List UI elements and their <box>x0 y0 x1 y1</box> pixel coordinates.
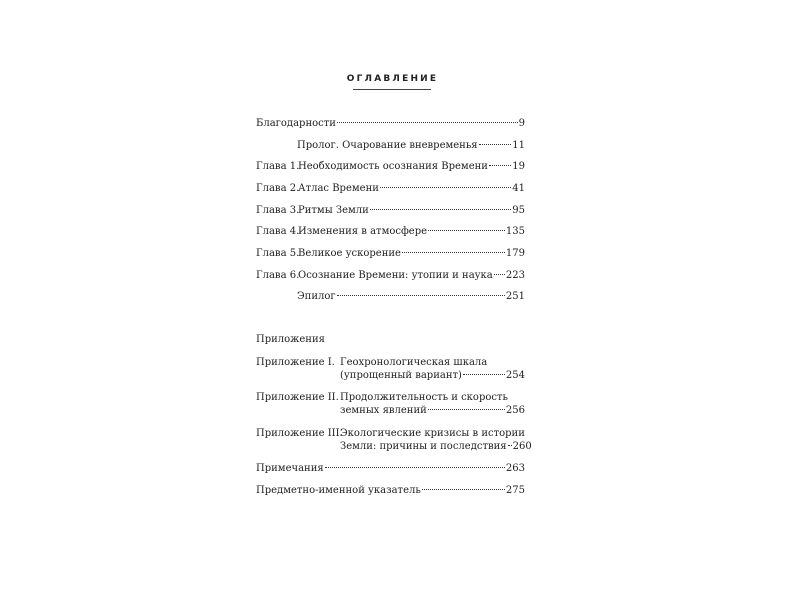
entry-page: 9 <box>518 118 525 129</box>
toc-entry-prologue[interactable] <box>256 139 525 152</box>
chapter-label: Глава 4. <box>256 226 300 237</box>
chapter-label: Глава 1. <box>256 161 300 172</box>
entry-title-line1: Геохронологическая шкала <box>340 357 488 368</box>
leader-dots <box>428 409 505 410</box>
entry-page: 95 <box>512 205 525 216</box>
toc-entry-chapter-5[interactable] <box>256 247 525 260</box>
title-underline <box>353 89 431 90</box>
appendix-label: Приложение I. <box>256 357 335 368</box>
entry-title: Благодарности <box>256 118 336 129</box>
entry-page: 275 <box>505 485 525 496</box>
entry-title-line1: Экологические кризисы в истории <box>340 428 525 439</box>
entry-title-line2: (упрощенный вариант) <box>340 370 462 381</box>
leader-dots <box>325 467 505 468</box>
leader-dots <box>402 252 505 253</box>
leader-dots <box>494 274 505 275</box>
entry-page: 251 <box>505 291 525 302</box>
appendix-label: Приложение III. <box>256 428 343 439</box>
entry-page: 41 <box>512 183 525 194</box>
entry-title: Ритмы Земли <box>298 205 369 216</box>
toc-entry-appendix-2[interactable] <box>256 391 525 417</box>
entry-page: 256 <box>505 405 525 416</box>
entry-page: 135 <box>505 226 525 237</box>
entry-title: Великое ускорение <box>298 248 401 259</box>
entry-page: 263 <box>505 463 525 474</box>
toc-entry-chapter-2[interactable] <box>256 182 525 195</box>
appendix-label: Приложение II. <box>256 392 339 403</box>
entry-page: 223 <box>505 270 525 281</box>
toc-title: ОГЛАВЛЕНИЕ <box>346 74 439 84</box>
chapter-label: Глава 6. <box>256 270 300 281</box>
leader-dots <box>337 122 518 123</box>
leader-dots <box>370 209 511 210</box>
entry-title: Примечания <box>256 463 324 474</box>
entry-title: Осознание Времени: утопии и наука <box>298 270 493 281</box>
leader-dots <box>337 295 505 296</box>
entry-title: Предметно-именной указатель <box>256 485 421 496</box>
toc-entry-appendix-3[interactable] <box>256 427 532 453</box>
toc-entry-acknowledgements[interactable] <box>256 117 525 130</box>
entry-page: 254 <box>505 370 525 381</box>
toc-entry-notes[interactable] <box>256 462 525 475</box>
entry-title-line1: Продолжительность и скорость <box>340 392 508 403</box>
entry-title-line2: земных явлений <box>340 405 427 416</box>
entry-title: Эпилог <box>297 291 336 302</box>
leader-dots <box>463 374 505 375</box>
chapter-label: Глава 2. <box>256 183 300 194</box>
toc-entry-epilogue[interactable] <box>256 290 525 303</box>
toc-entry-chapter-1[interactable] <box>256 160 525 173</box>
toc-entry-chapter-3[interactable] <box>256 204 525 217</box>
leader-dots <box>489 165 511 166</box>
appendix-heading: Приложения <box>256 334 325 345</box>
leader-dots <box>428 230 505 231</box>
entry-page: 19 <box>512 161 525 172</box>
leader-dots <box>380 187 511 188</box>
toc-entry-chapter-6[interactable] <box>256 269 525 282</box>
chapter-label: Глава 3. <box>256 205 300 216</box>
entry-title: Изменения в атмосфере <box>298 226 428 237</box>
toc-entry-appendix-1[interactable] <box>256 356 525 382</box>
entry-title: Пролог. Очарование вневременья <box>297 140 478 151</box>
entry-title: Необходимость осознания Времени <box>298 161 488 172</box>
entry-page: 260 <box>512 441 532 452</box>
leader-dots <box>508 445 512 446</box>
leader-dots <box>422 489 505 490</box>
entry-page: 179 <box>505 248 525 259</box>
entry-title-line2: Земли: причины и последствия <box>340 441 507 452</box>
chapter-label: Глава 5. <box>256 248 300 259</box>
toc-entry-index[interactable] <box>256 484 525 497</box>
leader-dots <box>479 144 512 145</box>
entry-title: Атлас Времени <box>298 183 379 194</box>
toc-entry-chapter-4[interactable] <box>256 225 525 238</box>
entry-page: 11 <box>512 140 525 151</box>
